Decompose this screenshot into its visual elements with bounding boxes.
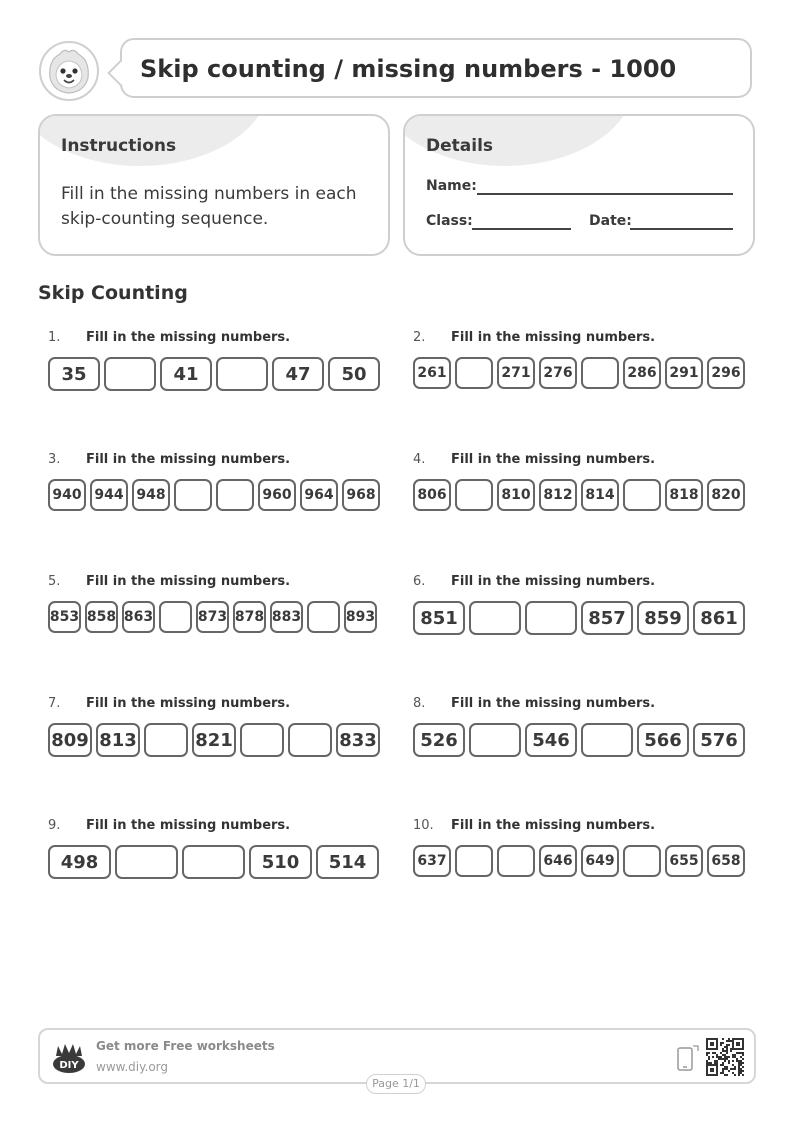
missing-number-box[interactable]: [469, 723, 521, 757]
missing-number-box[interactable]: [469, 601, 521, 635]
missing-number-box[interactable]: [104, 357, 156, 391]
number-box: 964: [300, 479, 338, 511]
number-box: 50: [328, 357, 380, 391]
name-label: Name:: [426, 178, 477, 194]
details-panel: [403, 114, 755, 256]
number-box: 944: [90, 479, 128, 511]
missing-number-box[interactable]: [159, 601, 192, 633]
number-sequence-row: [48, 479, 380, 511]
number-sequence-row: [48, 723, 380, 757]
number-box: 291: [665, 357, 703, 389]
number-box: 286: [623, 357, 661, 389]
question-number: 8.: [413, 696, 426, 711]
class-label: Class:: [426, 213, 473, 229]
page-number: Page 1/1: [366, 1074, 426, 1094]
diy-logo-icon: [52, 1042, 86, 1074]
number-box: 35: [48, 357, 100, 391]
number-box: 806: [413, 479, 451, 511]
missing-number-box[interactable]: [216, 357, 268, 391]
missing-number-box[interactable]: [525, 601, 577, 635]
missing-number-box[interactable]: [623, 845, 661, 877]
number-box: 873: [196, 601, 229, 633]
question-prompt: Fill in the missing numbers.: [451, 574, 656, 589]
number-sequence-row: [413, 479, 745, 511]
number-box: 853: [48, 601, 81, 633]
missing-number-box[interactable]: [497, 845, 535, 877]
number-box: 810: [497, 479, 535, 511]
number-box: 813: [96, 723, 140, 757]
question-prompt: Fill in the missing numbers.: [451, 330, 656, 345]
number-box: 968: [342, 479, 380, 511]
date-label: Date:: [589, 213, 632, 229]
qr-code-icon: [706, 1038, 744, 1076]
question-prompt: Fill in the missing numbers.: [86, 330, 291, 345]
number-box: 637: [413, 845, 451, 877]
number-box: 261: [413, 357, 451, 389]
number-sequence-row: [413, 845, 745, 877]
number-box: 818: [665, 479, 703, 511]
missing-number-box[interactable]: [174, 479, 212, 511]
question-prompt: Fill in the missing numbers.: [86, 818, 291, 833]
number-box: 658: [707, 845, 745, 877]
question-number: 4.: [413, 452, 426, 467]
number-box: 812: [539, 479, 577, 511]
question-number: 3.: [48, 452, 61, 467]
number-box: 821: [192, 723, 236, 757]
number-box: 833: [336, 723, 380, 757]
speech-tail: [107, 60, 132, 85]
number-box: 296: [707, 357, 745, 389]
number-box: 546: [525, 723, 577, 757]
date-field[interactable]: [630, 228, 733, 230]
number-sequence-row: [413, 601, 745, 635]
page-title: Skip counting / missing numbers - 1000: [140, 55, 677, 83]
details-title: Details: [426, 136, 494, 156]
question-prompt: Fill in the missing numbers.: [86, 452, 291, 467]
question-number: 2.: [413, 330, 426, 345]
class-field[interactable]: [472, 228, 571, 230]
number-box: 510: [249, 845, 312, 879]
mascot-icon: [38, 40, 100, 102]
question-number: 10.: [413, 818, 434, 833]
question-number: 1.: [48, 330, 61, 345]
instructions-title: Instructions: [61, 136, 177, 156]
number-box: 851: [413, 601, 465, 635]
phone-icon: [676, 1044, 700, 1076]
missing-number-box[interactable]: [182, 845, 245, 879]
number-box: 857: [581, 601, 633, 635]
question-prompt: Fill in the missing numbers.: [451, 818, 656, 833]
question-number: 6.: [413, 574, 426, 589]
missing-number-box[interactable]: [240, 723, 284, 757]
missing-number-box[interactable]: [144, 723, 188, 757]
instructions-panel: [38, 114, 390, 256]
svg-text:DIY: DIY: [59, 1060, 79, 1071]
missing-number-box[interactable]: [455, 357, 493, 389]
number-box: 655: [665, 845, 703, 877]
number-box: 883: [270, 601, 303, 633]
question-prompt: Fill in the missing numbers.: [451, 696, 656, 711]
number-box: 820: [707, 479, 745, 511]
number-box: 41: [160, 357, 212, 391]
missing-number-box[interactable]: [115, 845, 178, 879]
number-box: 526: [413, 723, 465, 757]
number-sequence-row: [48, 601, 377, 633]
number-box: 861: [693, 601, 745, 635]
footer-website-link[interactable]: www.diy.org: [96, 1060, 168, 1074]
number-box: 863: [122, 601, 155, 633]
number-box: 47: [272, 357, 324, 391]
number-box: 498: [48, 845, 111, 879]
number-box: 948: [132, 479, 170, 511]
number-box: 814: [581, 479, 619, 511]
name-field[interactable]: [477, 193, 733, 195]
number-sequence-row: [48, 845, 379, 879]
number-sequence-row: [48, 357, 380, 391]
number-box: 878: [233, 601, 266, 633]
question-prompt: Fill in the missing numbers.: [86, 696, 291, 711]
number-box: 940: [48, 479, 86, 511]
question-prompt: Fill in the missing numbers.: [86, 574, 291, 589]
number-box: 646: [539, 845, 577, 877]
missing-number-box[interactable]: [581, 357, 619, 389]
number-box: 514: [316, 845, 379, 879]
number-sequence-row: [413, 357, 745, 389]
question-prompt: Fill in the missing numbers.: [451, 452, 656, 467]
question-number: 7.: [48, 696, 61, 711]
missing-number-box[interactable]: [623, 479, 661, 511]
question-number: 5.: [48, 574, 61, 589]
number-box: 809: [48, 723, 92, 757]
number-box: 858: [85, 601, 118, 633]
number-box: 859: [637, 601, 689, 635]
question-number: 9.: [48, 818, 61, 833]
number-box: 576: [693, 723, 745, 757]
number-box: 271: [497, 357, 535, 389]
section-title: Skip Counting: [38, 282, 188, 304]
instructions-text: Fill in the missing numbers in each skip-counting sequence.: [61, 184, 357, 229]
missing-number-box[interactable]: [455, 479, 493, 511]
number-box: 649: [581, 845, 619, 877]
footer-promo-text: Get more Free worksheets: [96, 1039, 275, 1053]
number-sequence-row: [413, 723, 745, 757]
missing-number-box[interactable]: [288, 723, 332, 757]
missing-number-box[interactable]: [216, 479, 254, 511]
number-box: 960: [258, 479, 296, 511]
number-box: 276: [539, 357, 577, 389]
missing-number-box[interactable]: [455, 845, 493, 877]
number-box: 893: [344, 601, 377, 633]
title-box: [120, 38, 752, 98]
number-box: 566: [637, 723, 689, 757]
missing-number-box[interactable]: [581, 723, 633, 757]
missing-number-box[interactable]: [307, 601, 340, 633]
